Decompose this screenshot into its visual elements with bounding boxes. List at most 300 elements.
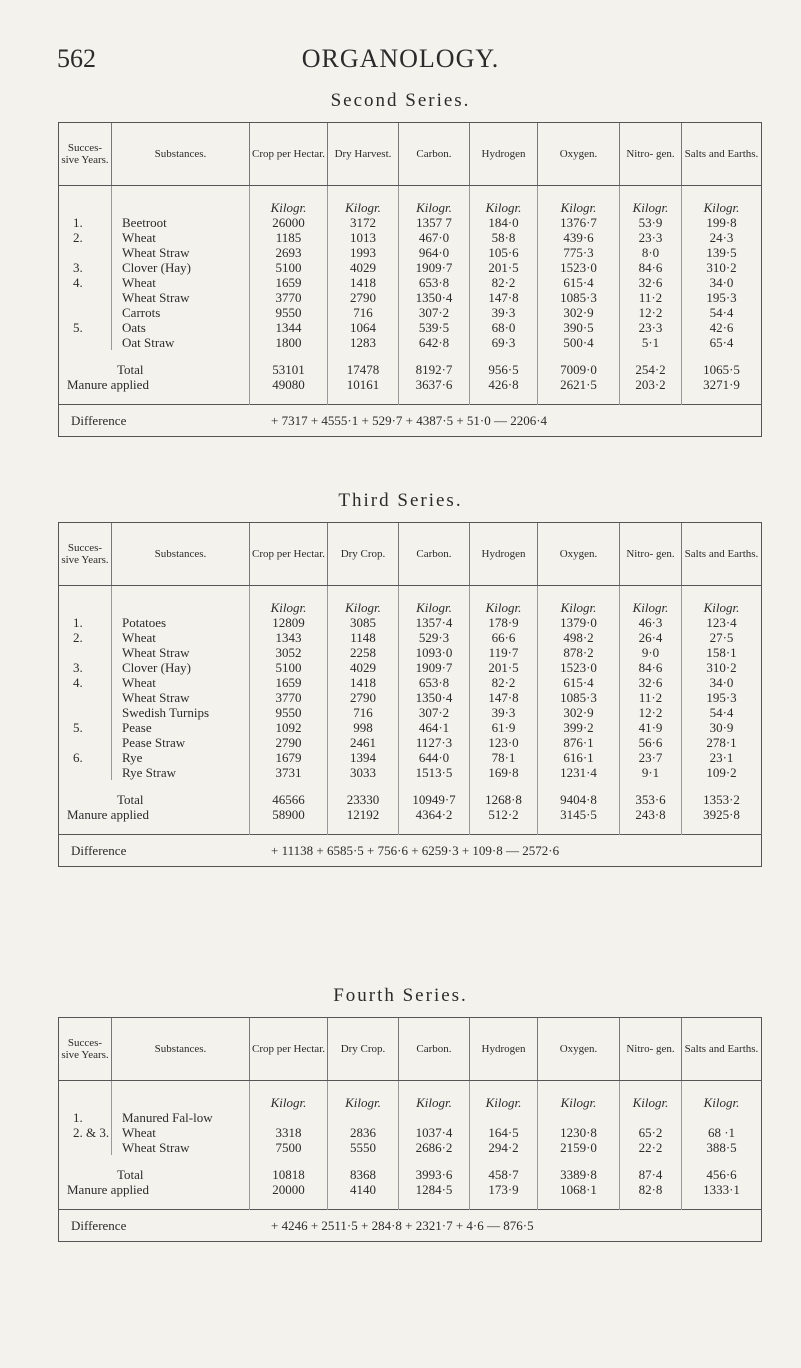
oxygen-cell: 615·4 — [538, 275, 620, 290]
crop-cell: 1800 — [250, 335, 328, 350]
total-crop-cell: 53101 — [250, 350, 328, 377]
year-cell: 3. — [59, 260, 112, 275]
salts-cell: 68 ·1 — [682, 1125, 762, 1140]
year-cell — [59, 1140, 112, 1155]
page-number: 562 — [57, 44, 96, 73]
substance-cell: Potatoes — [112, 615, 250, 630]
total-dry-cell: 8368 — [328, 1155, 399, 1182]
salts-cell: 195·3 — [682, 690, 762, 705]
manure-hydrogen-cell: 512·2 — [470, 807, 538, 835]
manure-oxygen-cell: 1068·1 — [538, 1182, 620, 1210]
nitrogen-cell: 56·6 — [620, 735, 682, 750]
dry-cell: 1394 — [328, 750, 399, 765]
table-row — [59, 215, 762, 230]
substance-cell: Wheat Straw — [112, 645, 250, 660]
unit-cell: Kilogr. — [682, 186, 762, 216]
col-oxygen: Oxygen. — [538, 123, 620, 186]
table-row — [59, 335, 762, 350]
col-crop: Crop per Hectar. — [250, 523, 328, 586]
series-title: Fourth Series. — [333, 985, 468, 1006]
hydrogen-cell: 58·8 — [470, 230, 538, 245]
table-row — [59, 260, 762, 275]
unit-cell-empty — [112, 186, 250, 216]
salts-cell: 139·5 — [682, 245, 762, 260]
carbon-cell: 1909·7 — [399, 660, 470, 675]
hydrogen-cell: 147·8 — [470, 690, 538, 705]
dry-cell: 716 — [328, 705, 399, 720]
table-row — [59, 690, 762, 705]
oxygen-cell: 2159·0 — [538, 1140, 620, 1155]
unit-cell: Kilogr. — [620, 586, 682, 616]
hydrogen-cell: 184·0 — [470, 215, 538, 230]
substance-cell: Wheat Straw — [112, 1140, 250, 1155]
col-substances: Substances. — [112, 1018, 250, 1081]
unit-cell: Kilogr. — [250, 1081, 328, 1111]
crop-cell: 1659 — [250, 275, 328, 290]
col-years: Succes- sive Years. — [59, 523, 112, 586]
oxygen-cell: 1376·7 — [538, 215, 620, 230]
substance-cell: Beetroot — [112, 215, 250, 230]
substance-cell: Oats — [112, 320, 250, 335]
unit-cell-empty — [59, 586, 112, 616]
carbon-cell: 307·2 — [399, 705, 470, 720]
substance-cell: Swedish Turnips — [112, 705, 250, 720]
difference-row — [59, 405, 762, 437]
col-salts: Salts and Earths. — [682, 1018, 762, 1081]
total-hydrogen-cell: 458·7 — [470, 1155, 538, 1182]
nitrogen-cell — [620, 1110, 682, 1125]
table-row — [59, 230, 762, 245]
carbon-cell: 1513·5 — [399, 765, 470, 780]
nitrogen-cell: 22·2 — [620, 1140, 682, 1155]
salts-cell: 310·2 — [682, 660, 762, 675]
hydrogen-cell: 147·8 — [470, 290, 538, 305]
substance-cell: Wheat Straw — [112, 690, 250, 705]
table-row — [59, 660, 762, 675]
oxygen-cell: 500·4 — [538, 335, 620, 350]
crop-cell: 9550 — [250, 305, 328, 320]
dry-cell: 716 — [328, 305, 399, 320]
col-years: Succes- sive Years. — [59, 123, 112, 186]
col-dry: Dry Crop. — [328, 1018, 399, 1081]
table-row — [59, 1110, 762, 1125]
col-nitrogen: Nitro- gen. — [620, 523, 682, 586]
col-substances: Substances. — [112, 123, 250, 186]
col-carbon: Carbon. — [399, 1018, 470, 1081]
salts-cell: 109·2 — [682, 765, 762, 780]
difference-cell — [59, 835, 762, 867]
carbon-cell: 1093·0 — [399, 645, 470, 660]
hydrogen-cell: 123·0 — [470, 735, 538, 750]
hydrogen-cell — [470, 1110, 538, 1125]
hydrogen-cell: 105·6 — [470, 245, 538, 260]
unit-cell: Kilogr. — [328, 186, 399, 216]
year-cell: 4. — [59, 675, 112, 690]
series-table — [58, 122, 762, 437]
hydrogen-cell: 69·3 — [470, 335, 538, 350]
hydrogen-cell: 178·9 — [470, 615, 538, 630]
oxygen-cell: 1085·3 — [538, 690, 620, 705]
hydrogen-cell: 294·2 — [470, 1140, 538, 1155]
oxygen-cell: 876·1 — [538, 735, 620, 750]
total-hydrogen-cell: 1268·8 — [470, 780, 538, 807]
dry-cell: 3033 — [328, 765, 399, 780]
manure-carbon-cell: 1284·5 — [399, 1182, 470, 1210]
oxygen-cell: 616·1 — [538, 750, 620, 765]
page-header — [0, 44, 801, 84]
col-hydrogen: Hydrogen — [470, 1018, 538, 1081]
crop-cell: 3052 — [250, 645, 328, 660]
dry-cell: 3085 — [328, 615, 399, 630]
year-cell — [59, 765, 112, 780]
carbon-cell: 1350·4 — [399, 690, 470, 705]
hydrogen-cell: 201·5 — [470, 660, 538, 675]
manure-salts-cell: 3271·9 — [682, 377, 762, 405]
total-carbon-cell: 8192·7 — [399, 350, 470, 377]
hydrogen-cell: 169·8 — [470, 765, 538, 780]
carbon-cell: 1350·4 — [399, 290, 470, 305]
nitrogen-cell: 65·2 — [620, 1125, 682, 1140]
hydrogen-cell: 201·5 — [470, 260, 538, 275]
unit-cell: Kilogr. — [250, 186, 328, 216]
col-carbon: Carbon. — [399, 523, 470, 586]
hydrogen-cell: 164·5 — [470, 1125, 538, 1140]
carbon-cell: 307·2 — [399, 305, 470, 320]
manure-dry-cell: 10161 — [328, 377, 399, 405]
table-row — [59, 720, 762, 735]
nitrogen-cell: 11·2 — [620, 690, 682, 705]
col-salts: Salts and Earths. — [682, 123, 762, 186]
substance-cell: Wheat Straw — [112, 245, 250, 260]
manure-nitrogen-cell: 203·2 — [620, 377, 682, 405]
table-row — [59, 630, 762, 645]
series-title: Third Series. — [338, 490, 463, 511]
unit-cell: Kilogr. — [682, 586, 762, 616]
col-carbon: Carbon. — [399, 123, 470, 186]
total-label: Total — [59, 350, 250, 377]
unit-cell: Kilogr. — [538, 586, 620, 616]
oxygen-cell: 775·3 — [538, 245, 620, 260]
oxygen-cell: 1231·4 — [538, 765, 620, 780]
substance-cell: Rye Straw — [112, 765, 250, 780]
unit-row — [59, 586, 762, 616]
difference-label: Difference — [71, 843, 127, 858]
manure-carbon-cell: 4364·2 — [399, 807, 470, 835]
dry-cell: 1283 — [328, 335, 399, 350]
table-row — [59, 290, 762, 305]
manure-label: Manure applied — [59, 1182, 250, 1210]
salts-cell: 27·5 — [682, 630, 762, 645]
nitrogen-cell: 8·0 — [620, 245, 682, 260]
total-crop-cell: 10818 — [250, 1155, 328, 1182]
dry-cell: 2258 — [328, 645, 399, 660]
unit-cell: Kilogr. — [470, 586, 538, 616]
unit-row — [59, 186, 762, 216]
table-row — [59, 615, 762, 630]
oxygen-cell — [538, 1110, 620, 1125]
total-dry-cell: 23330 — [328, 780, 399, 807]
manure-hydrogen-cell: 426·8 — [470, 377, 538, 405]
difference-label: Difference — [71, 1218, 127, 1233]
salts-cell: 388·5 — [682, 1140, 762, 1155]
year-cell: 6. — [59, 750, 112, 765]
crop-cell: 1659 — [250, 675, 328, 690]
col-dry: Dry Harvest. — [328, 123, 399, 186]
series-title: Second Series. — [330, 90, 471, 111]
dry-cell: 1993 — [328, 245, 399, 260]
year-cell: 5. — [59, 320, 112, 335]
table-row — [59, 675, 762, 690]
total-hydrogen-cell: 956·5 — [470, 350, 538, 377]
second-series-section — [0, 90, 801, 437]
manure-hydrogen-cell: 173·9 — [470, 1182, 538, 1210]
crop-cell: 3731 — [250, 765, 328, 780]
difference-values: + 7317 + 4555·1 + 529·7 + 4387·5 + 51·0 — 2206·4 — [271, 413, 548, 428]
nitrogen-cell: 9·1 — [620, 765, 682, 780]
unit-cell-empty — [59, 186, 112, 216]
unit-cell: Kilogr. — [682, 1081, 762, 1111]
manure-salts-cell: 3925·8 — [682, 807, 762, 835]
header-row — [59, 1018, 762, 1081]
nitrogen-cell: 84·6 — [620, 260, 682, 275]
col-crop: Crop per Hectar. — [250, 1018, 328, 1081]
crop-cell: 12809 — [250, 615, 328, 630]
dry-cell: 1013 — [328, 230, 399, 245]
manure-row — [59, 807, 762, 835]
fourth-series-section — [0, 985, 801, 1242]
dry-cell: 2790 — [328, 290, 399, 305]
oxygen-cell: 1523·0 — [538, 260, 620, 275]
hydrogen-cell: 119·7 — [470, 645, 538, 660]
carbon-cell: 1909·7 — [399, 260, 470, 275]
difference-values: + 4246 + 2511·5 + 284·8 + 2321·7 + 4·6 — 876·5 — [271, 1218, 534, 1233]
unit-cell-empty — [112, 1081, 250, 1111]
total-carbon-cell: 3993·6 — [399, 1155, 470, 1182]
salts-cell: 158·1 — [682, 645, 762, 660]
third-series-section — [0, 490, 801, 867]
carbon-cell: 1037·4 — [399, 1125, 470, 1140]
difference-cell — [59, 1210, 762, 1242]
substance-cell: Wheat Straw — [112, 290, 250, 305]
unit-cell: Kilogr. — [620, 186, 682, 216]
salts-cell: 30·9 — [682, 720, 762, 735]
manure-crop-cell: 49080 — [250, 377, 328, 405]
total-crop-cell: 46566 — [250, 780, 328, 807]
hydrogen-cell: 78·1 — [470, 750, 538, 765]
table-row — [59, 275, 762, 290]
year-cell: 5. — [59, 720, 112, 735]
salts-cell: 24·3 — [682, 230, 762, 245]
year-cell: 1. — [59, 1110, 112, 1125]
unit-cell: Kilogr. — [470, 1081, 538, 1111]
substance-cell: Pease — [112, 720, 250, 735]
salts-cell: 195·3 — [682, 290, 762, 305]
substance-cell: Wheat — [112, 230, 250, 245]
header-row — [59, 523, 762, 586]
total-label: Total — [59, 780, 250, 807]
year-cell: 1. — [59, 215, 112, 230]
dry-cell: 1418 — [328, 675, 399, 690]
manure-dry-cell: 12192 — [328, 807, 399, 835]
table-row — [59, 1125, 762, 1140]
table-row — [59, 245, 762, 260]
total-row — [59, 780, 762, 807]
year-cell: 3. — [59, 660, 112, 675]
oxygen-cell: 390·5 — [538, 320, 620, 335]
total-oxygen-cell: 3389·8 — [538, 1155, 620, 1182]
crop-cell: 2693 — [250, 245, 328, 260]
total-salts-cell: 1065·5 — [682, 350, 762, 377]
crop-cell: 9550 — [250, 705, 328, 720]
carbon-cell: 2686·2 — [399, 1140, 470, 1155]
carbon-cell: 964·0 — [399, 245, 470, 260]
col-nitrogen: Nitro- gen. — [620, 1018, 682, 1081]
crop-cell: 2790 — [250, 735, 328, 750]
crop-cell: 5100 — [250, 660, 328, 675]
manure-crop-cell: 20000 — [250, 1182, 328, 1210]
unit-cell: Kilogr. — [328, 1081, 399, 1111]
running-title: ORGANOLOGY. — [301, 44, 500, 73]
dry-cell: 5550 — [328, 1140, 399, 1155]
nitrogen-cell: 41·9 — [620, 720, 682, 735]
nitrogen-cell: 32·6 — [620, 275, 682, 290]
carbon-cell: 529·3 — [399, 630, 470, 645]
year-cell — [59, 645, 112, 660]
total-carbon-cell: 10949·7 — [399, 780, 470, 807]
year-cell — [59, 335, 112, 350]
nitrogen-cell: 23·7 — [620, 750, 682, 765]
substance-cell: Clover (Hay) — [112, 260, 250, 275]
total-label: Total — [59, 1155, 250, 1182]
table-row — [59, 765, 762, 780]
dry-cell — [328, 1110, 399, 1125]
col-substances: Substances. — [112, 523, 250, 586]
crop-cell: 5100 — [250, 260, 328, 275]
total-salts-cell: 456·6 — [682, 1155, 762, 1182]
substance-cell: Oat Straw — [112, 335, 250, 350]
year-cell: 4. — [59, 275, 112, 290]
col-years: Succes- sive Years. — [59, 1018, 112, 1081]
carbon-cell: 642·8 — [399, 335, 470, 350]
oxygen-cell: 1523·0 — [538, 660, 620, 675]
unit-cell: Kilogr. — [328, 586, 399, 616]
manure-label: Manure applied — [59, 807, 250, 835]
table-row — [59, 750, 762, 765]
total-oxygen-cell: 9404·8 — [538, 780, 620, 807]
unit-cell: Kilogr. — [250, 586, 328, 616]
manure-salts-cell: 1333·1 — [682, 1182, 762, 1210]
salts-cell: 23·1 — [682, 750, 762, 765]
nitrogen-cell: 5·1 — [620, 335, 682, 350]
table-row — [59, 320, 762, 335]
col-nitrogen: Nitro- gen. — [620, 123, 682, 186]
year-cell — [59, 305, 112, 320]
manure-dry-cell: 4140 — [328, 1182, 399, 1210]
unit-row — [59, 1081, 762, 1111]
table-row — [59, 305, 762, 320]
total-nitrogen-cell: 254·2 — [620, 350, 682, 377]
oxygen-cell: 615·4 — [538, 675, 620, 690]
manure-carbon-cell: 3637·6 — [399, 377, 470, 405]
col-hydrogen: Hydrogen — [470, 123, 538, 186]
difference-row — [59, 835, 762, 867]
year-cell: 2. & 3. — [59, 1125, 112, 1140]
unit-cell-empty — [112, 586, 250, 616]
substance-cell: Clover (Hay) — [112, 660, 250, 675]
salts-cell: 278·1 — [682, 735, 762, 750]
oxygen-cell: 439·6 — [538, 230, 620, 245]
carbon-cell: 1127·3 — [399, 735, 470, 750]
hydrogen-cell: 39·3 — [470, 305, 538, 320]
series-table — [58, 522, 762, 867]
year-cell — [59, 735, 112, 750]
col-oxygen: Oxygen. — [538, 523, 620, 586]
dry-cell: 2836 — [328, 1125, 399, 1140]
col-hydrogen: Hydrogen — [470, 523, 538, 586]
dry-cell: 4029 — [328, 260, 399, 275]
manure-row — [59, 1182, 762, 1210]
dry-cell: 1064 — [328, 320, 399, 335]
year-cell: 1. — [59, 615, 112, 630]
carbon-cell: 653·8 — [399, 675, 470, 690]
difference-values: + 11138 + 6585·5 + 756·6 + 6259·3 + 109·8 — 2572·6 — [271, 843, 560, 858]
nitrogen-cell: 12·2 — [620, 705, 682, 720]
col-salts: Salts and Earths. — [682, 523, 762, 586]
oxygen-cell: 399·2 — [538, 720, 620, 735]
crop-cell: 3770 — [250, 290, 328, 305]
carbon-cell: 539·5 — [399, 320, 470, 335]
salts-cell: 34·0 — [682, 675, 762, 690]
hydrogen-cell: 68·0 — [470, 320, 538, 335]
substance-cell: Manured Fal-low — [112, 1110, 250, 1125]
total-row — [59, 1155, 762, 1182]
carbon-cell: 1357·4 — [399, 615, 470, 630]
crop-cell: 3770 — [250, 690, 328, 705]
col-crop: Crop per Hectar. — [250, 123, 328, 186]
crop-cell: 1092 — [250, 720, 328, 735]
nitrogen-cell: 11·2 — [620, 290, 682, 305]
nitrogen-cell: 9·0 — [620, 645, 682, 660]
year-cell: 2. — [59, 230, 112, 245]
unit-cell: Kilogr. — [620, 1081, 682, 1111]
year-cell: 2. — [59, 630, 112, 645]
nitrogen-cell: 53·9 — [620, 215, 682, 230]
carbon-cell — [399, 1110, 470, 1125]
nitrogen-cell: 46·3 — [620, 615, 682, 630]
nitrogen-cell: 26·4 — [620, 630, 682, 645]
unit-cell: Kilogr. — [399, 1081, 470, 1111]
dry-cell: 1148 — [328, 630, 399, 645]
oxygen-cell: 1230·8 — [538, 1125, 620, 1140]
nitrogen-cell: 23·3 — [620, 230, 682, 245]
manure-oxygen-cell: 3145·5 — [538, 807, 620, 835]
substance-cell: Carrots — [112, 305, 250, 320]
total-oxygen-cell: 7009·0 — [538, 350, 620, 377]
substance-cell: Wheat — [112, 675, 250, 690]
oxygen-cell: 498·2 — [538, 630, 620, 645]
crop-cell: 7500 — [250, 1140, 328, 1155]
crop-cell: 1344 — [250, 320, 328, 335]
oxygen-cell: 302·9 — [538, 305, 620, 320]
dry-cell: 2790 — [328, 690, 399, 705]
manure-crop-cell: 58900 — [250, 807, 328, 835]
salts-cell: 42·6 — [682, 320, 762, 335]
total-nitrogen-cell: 353·6 — [620, 780, 682, 807]
table-row — [59, 735, 762, 750]
crop-cell: 1679 — [250, 750, 328, 765]
unit-cell-empty — [59, 1081, 112, 1111]
oxygen-cell: 878·2 — [538, 645, 620, 660]
